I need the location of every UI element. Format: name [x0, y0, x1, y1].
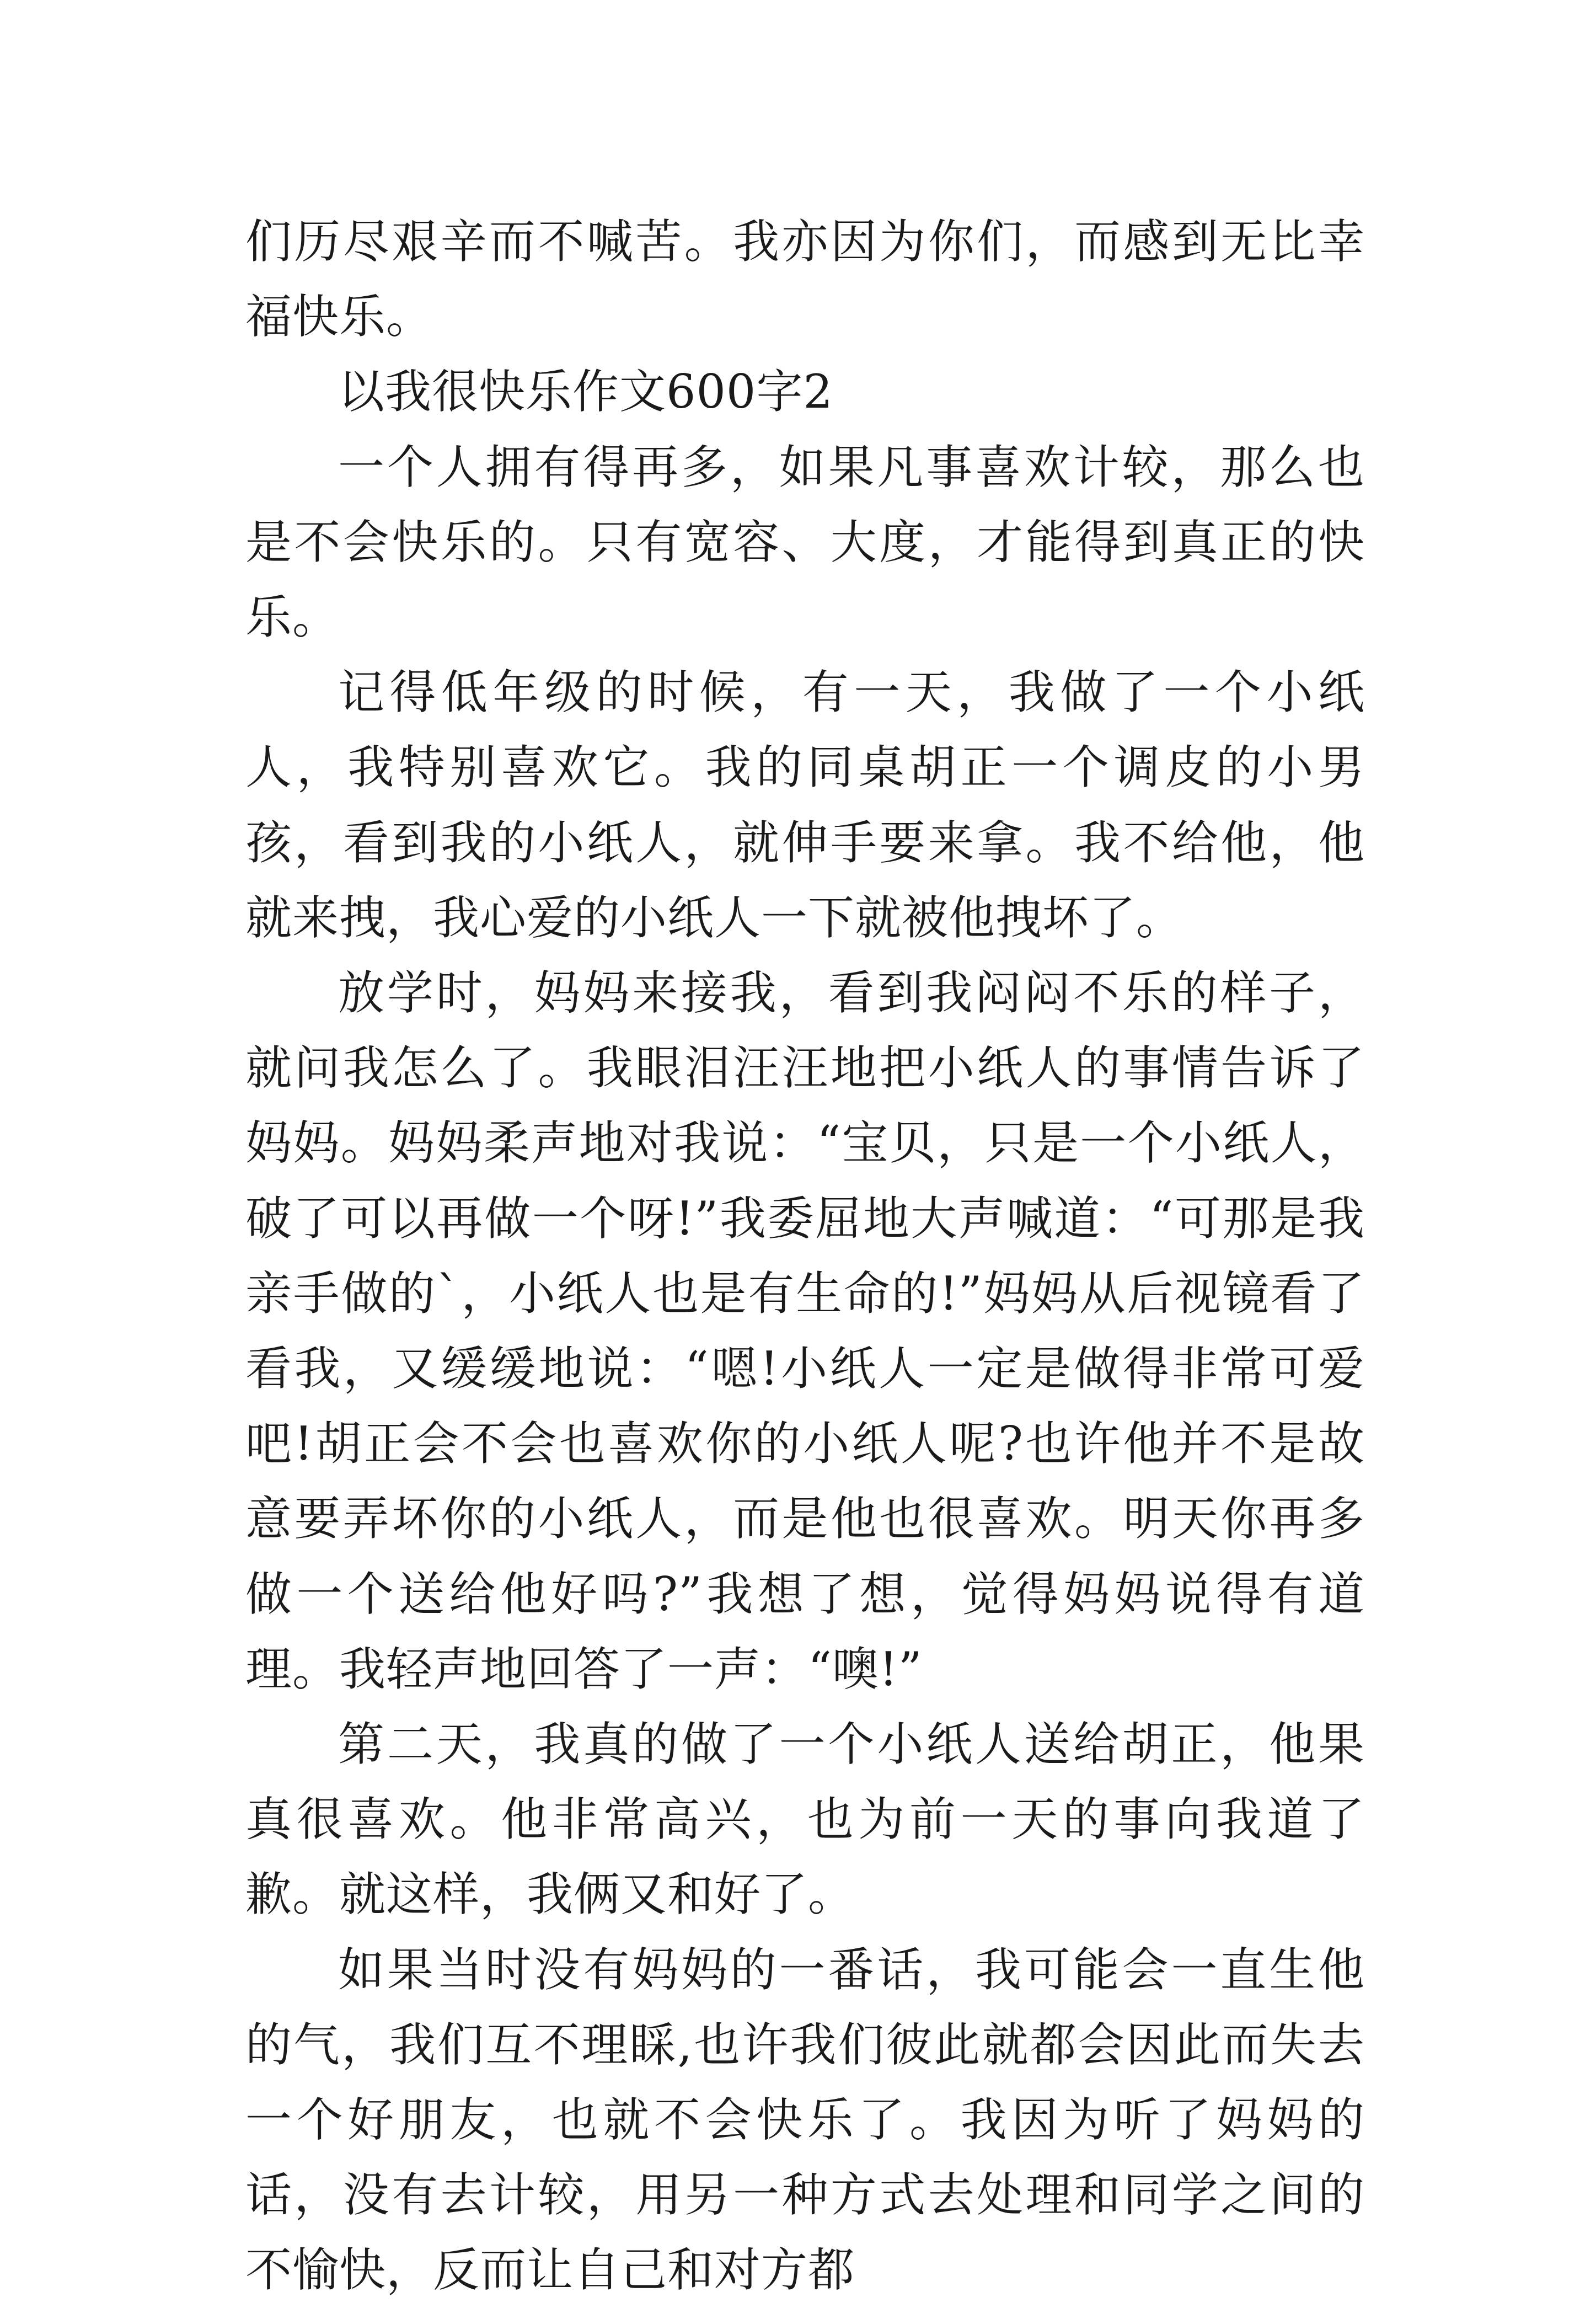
paragraph-reflection: 如果当时没有妈妈的一番话，我可能会一直生他的气，我们互不理睬,也许我们彼此就都会因此而失去一个好朋友，也就不会快乐了。我因为听了妈妈的话，没有去计较，用另一种方式去处理和同学之间的不愉快，反而让自己和对方都 [245, 1942, 1365, 2298]
section-heading: 以我很快乐作文600字2 [338, 365, 833, 419]
paragraph-intro: 一个人拥有得再多，如果凡事喜欢计较，那么也是不会快乐的。只有宽容、大度，才能得到真正的快乐。 [245, 440, 1365, 645]
paragraph-next-day: 第二天，我真的做了一个小纸人送给胡正，他果真很喜欢。他非常高兴，也为前一天的事向我道了歉。就这样，我俩又和好了。 [245, 1717, 1365, 1922]
paragraph-mother-talk: 放学时，妈妈来接我，看到我闷闷不乐的样子，就问我怎么了。我眼泪汪汪地把小纸人的事情告诉了妈妈。妈妈柔声地对我说：“宝贝，只是一个小纸人，破了可以再做一个呀!”我委屈地大声喊道：“可那是我亲手做的`，小纸人也是有生命的!”妈妈从后视镜看了看我，又缓缓地说：“嗯!小纸人一定是做得非常可爱吧!胡正会不会也喜欢你的小纸人呢?也许他并不是故意要弄坏你的小纸人，而是他也很喜欢。明天你再多做一个送给他好吗?”我想了想，觉得妈妈说得有道理。我轻声地回答了一声：“噢!” [245, 966, 1365, 1696]
paragraph-continuation: 们历尽艰辛而不喊苦。我亦因为你们，而感到无比幸福快乐。 [245, 215, 1365, 344]
paragraph-paper-doll: 记得低年级的时候，有一天，我做了一个小纸人，我特别喜欢它。我的同桌胡正一个调皮的小男孩，看到我的小纸人，就伸手要来拿。我不给他，他就来拽，我心爱的小纸人一下就被他拽坏了。 [245, 665, 1365, 945]
document-body [245, 204, 1365, 2308]
